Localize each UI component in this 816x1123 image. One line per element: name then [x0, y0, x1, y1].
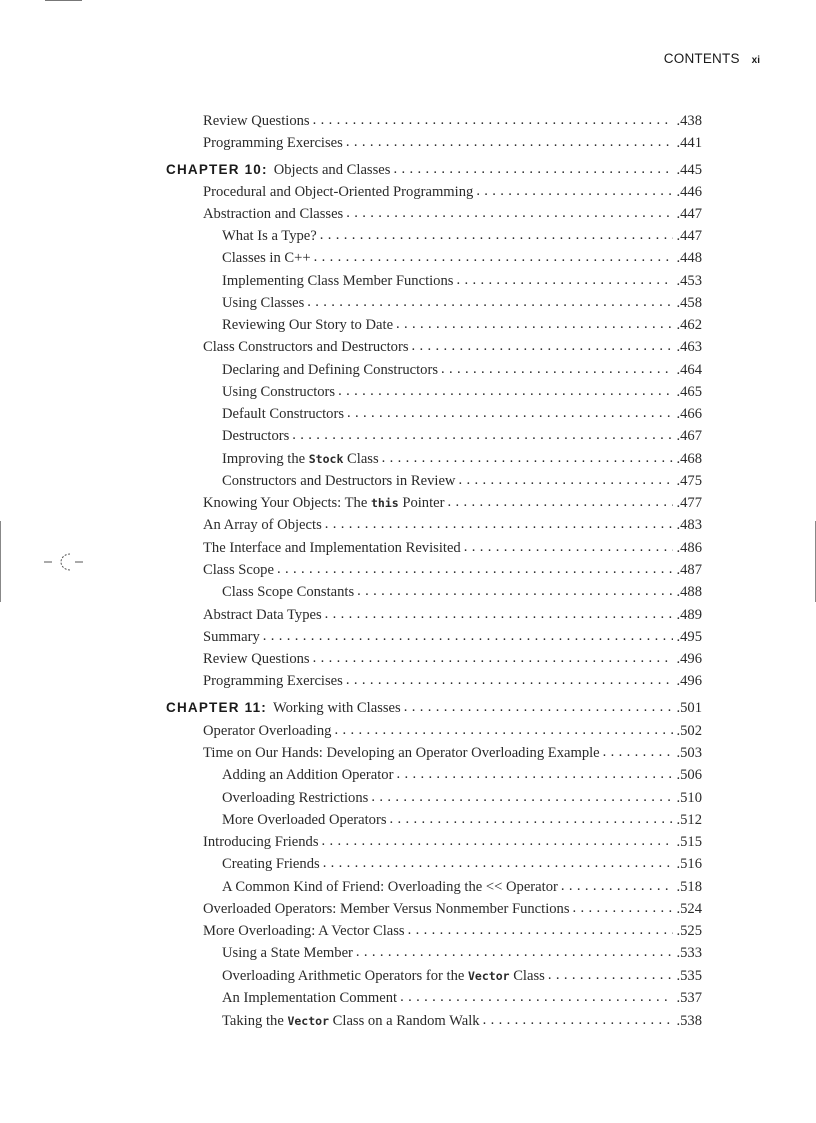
toc-entry	[203, 743, 702, 763]
toc-page-number: .535	[676, 968, 702, 984]
toc-subentry	[222, 471, 702, 491]
code-identifier: this	[370, 496, 399, 510]
toc-entry-title: Creating Friends	[222, 856, 320, 872]
dot-leader	[371, 787, 673, 807]
toc-subentry	[222, 943, 702, 963]
dot-leader	[346, 203, 673, 223]
toc-page-number: .501	[676, 700, 702, 716]
toc-entry-title: Destructors	[222, 428, 290, 444]
toc-page-number: .458	[676, 295, 702, 311]
dot-leader	[573, 898, 674, 918]
toc-entry	[203, 649, 702, 669]
toc-entry-title: More Overloading: A Vector Class	[203, 923, 405, 939]
toc-subentry	[222, 360, 702, 380]
toc-chapter-entry	[166, 698, 702, 718]
toc-page-number: .453	[676, 273, 702, 289]
toc-page-number: .447	[676, 206, 702, 222]
toc-entry	[203, 721, 702, 741]
toc-page-number: .503	[676, 745, 702, 761]
toc-entry-title: Using Constructors	[222, 384, 336, 400]
toc-page-number: .538	[676, 1013, 702, 1029]
toc-page-number: .467	[676, 428, 702, 444]
dot-leader	[476, 181, 673, 201]
toc-entry-title: An Array of Objects	[203, 517, 322, 533]
toc-entry	[203, 538, 702, 558]
toc-entry	[203, 337, 702, 357]
dot-leader	[292, 425, 673, 445]
toc-entry	[203, 605, 702, 625]
toc-entry-title: Procedural and Object-Oriented Programming	[203, 184, 474, 200]
code-identifier: Vector	[468, 969, 510, 983]
toc-entry-title: Overloading Restrictions	[222, 790, 369, 806]
toc-entry-title-prefix: Improving the	[222, 451, 306, 467]
toc-entry-title: Implementing Class Member Functions	[222, 273, 454, 289]
chapter-label: CHAPTER 10:	[166, 162, 268, 177]
toc-entry	[203, 671, 702, 691]
toc-subentry	[222, 582, 702, 602]
toc-entry	[203, 899, 702, 919]
dot-leader	[483, 1010, 674, 1030]
dot-leader	[347, 403, 673, 423]
dot-leader	[322, 831, 674, 851]
toc-entry	[203, 133, 702, 153]
toc-page-number: .496	[676, 673, 702, 689]
toc-entry-title: Class Scope Constants	[222, 584, 355, 600]
toc-page-number: .465	[676, 384, 702, 400]
toc-entry-title: Classes in C++	[222, 250, 311, 266]
toc-subentry	[222, 765, 702, 785]
toc-subentry	[222, 271, 702, 291]
toc-page-number: .446	[676, 184, 702, 200]
toc-page-number: .516	[676, 856, 702, 872]
toc-page-number: .483	[676, 517, 702, 533]
toc-page-number: .463	[676, 339, 702, 355]
toc-page-number: .506	[676, 767, 702, 783]
code-identifier: Vector	[287, 1014, 329, 1028]
dot-leader	[314, 247, 674, 267]
toc-entry-title: Overloaded Operators: Member Versus Nonmember Functions	[203, 901, 570, 917]
toc-subentry	[222, 449, 702, 469]
dot-leader	[464, 537, 674, 557]
toc-page-number: .445	[676, 162, 702, 178]
toc-entry-title-prefix: Taking the	[222, 1013, 284, 1029]
toc-entry-title: Operator Overloading	[203, 723, 332, 739]
code-identifier: Stock	[308, 452, 344, 466]
dot-leader	[393, 159, 673, 179]
toc-entry	[203, 515, 702, 535]
toc-entry-title-suffix: Class	[347, 451, 379, 467]
toc-page-number: .462	[676, 317, 702, 333]
toc-entry	[203, 627, 702, 647]
toc-page-number: .468	[676, 451, 702, 467]
toc-entry-title: Constructors and Destructors in Review	[222, 473, 456, 489]
running-head-page-number: xi	[751, 55, 760, 66]
toc-page-number: .515	[676, 834, 702, 850]
toc-entry-title: The Interface and Implementation Revisited	[203, 540, 461, 556]
dot-leader	[456, 270, 673, 290]
running-head-label: CONTENTS	[663, 51, 740, 66]
toc-entry-title: Using Classes	[222, 295, 305, 311]
toc-entry-title-suffix: Pointer	[402, 495, 445, 511]
dot-leader	[396, 314, 673, 334]
chapter-label: CHAPTER 11:	[166, 700, 267, 715]
toc-entry	[203, 560, 702, 580]
toc-entry-title: A Common Kind of Friend: Overloading the << Operator	[222, 879, 558, 895]
toc-page-number: .518	[676, 879, 702, 895]
toc-page-number: .489	[676, 607, 702, 623]
toc-page-number: .496	[676, 651, 702, 667]
toc-page-number: .475	[676, 473, 702, 489]
toc-page-number: .487	[676, 562, 702, 578]
dot-leader	[357, 581, 673, 601]
toc-entry-title: Objects and Classes	[273, 162, 391, 178]
toc-page-number: .533	[676, 945, 702, 961]
toc-entry-title: Review Questions	[203, 651, 310, 667]
dot-leader	[307, 292, 673, 312]
toc-entry	[203, 182, 702, 202]
toc-page-number: .486	[676, 540, 702, 556]
dot-leader	[263, 626, 674, 646]
dot-leader	[448, 492, 674, 512]
dot-leader	[356, 942, 674, 962]
toc-page-number: .510	[676, 790, 702, 806]
toc-page-number: .488	[676, 584, 702, 600]
toc-entry	[203, 111, 702, 131]
toc-entry-title: Reviewing Our Story to Date	[222, 317, 394, 333]
toc-page-number: .502	[676, 723, 702, 739]
toc-page-number: .524	[676, 901, 702, 917]
toc-page-number: .537	[676, 990, 702, 1006]
dot-leader	[561, 876, 674, 896]
toc-entry-title: Using a State Member	[222, 945, 353, 961]
toc-entry-title: Programming Exercises	[203, 673, 343, 689]
dot-leader	[404, 697, 674, 717]
toc-subentry	[222, 315, 702, 335]
dot-leader	[412, 336, 674, 356]
toc-page-number: .512	[676, 812, 702, 828]
toc-page-number: .441	[676, 135, 702, 151]
dot-leader	[458, 470, 673, 490]
dot-leader	[320, 225, 674, 245]
dot-leader	[323, 853, 674, 873]
toc-subentry	[222, 854, 702, 874]
dot-leader	[396, 764, 673, 784]
toc-entry	[203, 204, 702, 224]
toc-entry-title: Class Scope	[203, 562, 274, 578]
toc-subentry	[222, 988, 702, 1008]
toc-page-number: .448	[676, 250, 702, 266]
dot-leader	[277, 559, 674, 579]
toc-entry-title: Working with Classes	[272, 700, 401, 716]
dot-leader	[313, 110, 674, 130]
toc-subentry	[222, 810, 702, 830]
dot-leader	[334, 720, 673, 740]
toc-subentry	[222, 966, 702, 986]
toc-entry-title: Abstraction and Classes	[203, 206, 344, 222]
toc-entry-title: An Implementation Comment	[222, 990, 398, 1006]
toc-subentry	[222, 382, 702, 402]
toc-entry-title-suffix: Class	[513, 968, 545, 984]
toc-subentry	[222, 1011, 702, 1031]
dot-leader	[346, 670, 674, 690]
dot-leader	[325, 514, 674, 534]
dot-leader	[441, 359, 673, 379]
toc-entry	[203, 921, 702, 941]
toc-entry	[203, 832, 702, 852]
dot-leader	[390, 809, 674, 829]
dot-leader	[313, 648, 674, 668]
toc-entry-title-prefix: Knowing Your Objects: The	[203, 495, 368, 511]
toc-page-number: .447	[676, 228, 702, 244]
dot-leader	[346, 132, 674, 152]
dot-leader	[603, 742, 674, 762]
dot-leader	[548, 965, 674, 985]
toc-entry-title: Introducing Friends	[203, 834, 319, 850]
dot-leader	[338, 381, 673, 401]
toc-page-number: .525	[676, 923, 702, 939]
toc-entry-title: Programming Exercises	[203, 135, 343, 151]
toc-subentry	[222, 404, 702, 424]
toc-entry-title: Declaring and Defining Constructors	[222, 362, 439, 378]
toc-entry-title: Abstract Data Types	[203, 607, 322, 623]
toc-page-number: .477	[676, 495, 702, 511]
toc-entry-title-prefix: Overloading Arithmetic Operators for the	[222, 968, 465, 984]
toc-subentry	[222, 248, 702, 268]
toc-entry-title: Time on Our Hands: Developing an Operator Overloading Example	[203, 745, 600, 761]
toc-entry-title: Summary	[203, 629, 260, 645]
toc-entry-title: Review Questions	[203, 113, 310, 129]
toc-entry-title: Adding an Addition Operator	[222, 767, 394, 783]
toc-entry-title: What Is a Type?	[222, 228, 317, 244]
toc-chapter-entry	[166, 160, 702, 180]
toc-subentry	[222, 877, 702, 897]
toc-page-number: .438	[676, 113, 702, 129]
toc-entry	[203, 493, 702, 513]
toc-entry-title: More Overloaded Operators	[222, 812, 387, 828]
toc-subentry	[222, 293, 702, 313]
toc-page-number: .495	[676, 629, 702, 645]
toc-subentry	[222, 426, 702, 446]
toc-subentry	[222, 226, 702, 246]
dot-leader	[400, 987, 673, 1007]
toc-page-number: .464	[676, 362, 702, 378]
toc-subentry	[222, 788, 702, 808]
dot-leader	[408, 920, 674, 940]
toc-entry-title: Class Constructors and Destructors	[203, 339, 409, 355]
toc-entry-title: Default Constructors	[222, 406, 344, 422]
dot-leader	[382, 448, 674, 468]
toc-page-number: .466	[676, 406, 702, 422]
dot-leader	[325, 604, 674, 624]
toc-entry-title-suffix: Class on a Random Walk	[332, 1013, 480, 1029]
